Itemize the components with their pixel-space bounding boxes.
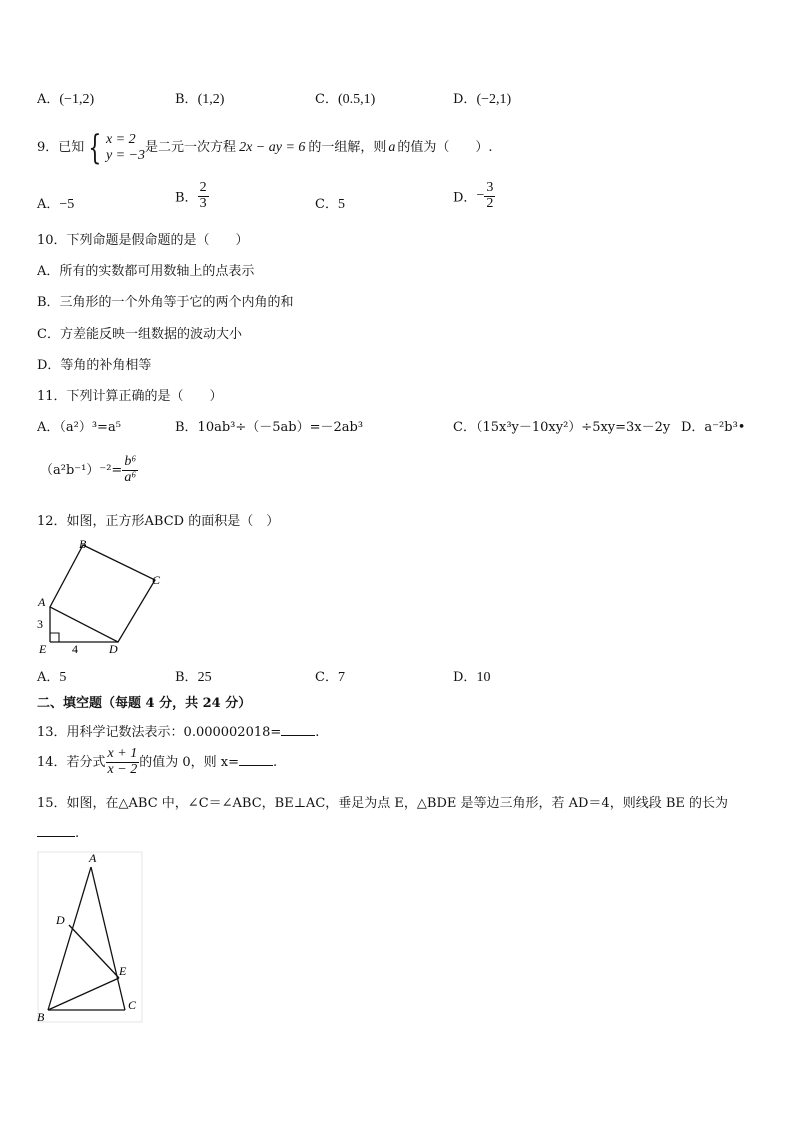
q10-option-d: D．等角的补角相等 <box>37 358 152 373</box>
question-number: 9． <box>37 140 59 155</box>
q10-stem: 10．下列命题是假命题的是（ ） <box>37 233 249 248</box>
answer-blank <box>281 723 315 736</box>
q14-post-text: 的值为 0，则 x= <box>139 755 239 770</box>
q9-stem <box>37 127 493 168</box>
brace-symbol: { <box>88 127 102 168</box>
q9-mid2-text: 的一组解，则 <box>308 140 387 155</box>
segment-ab <box>48 867 91 1010</box>
q8-option-d <box>453 88 511 108</box>
q12-figure <box>30 533 170 658</box>
option-value: (0.5,1) <box>337 92 376 107</box>
q10-option-b: B．三角形的一个外角等于它的两个内角的和 <box>37 295 294 310</box>
minus-sign: − <box>476 188 485 204</box>
option-letter: D． <box>453 670 477 685</box>
label-a: A <box>38 595 46 609</box>
option-letter: B． <box>175 670 198 685</box>
answer-blank <box>239 753 273 766</box>
variable-a: a <box>388 140 396 155</box>
numerator: x + 1 <box>107 746 138 762</box>
option-value: 5 <box>59 670 67 685</box>
q13 <box>37 721 319 740</box>
option-value: 7 <box>337 670 345 685</box>
q9-post-text: 的值为（ ）. <box>397 140 493 155</box>
option-letter: B． <box>175 92 198 107</box>
option-letter: C． <box>315 197 338 212</box>
numerator: 2 <box>199 180 207 195</box>
q14 <box>37 743 277 783</box>
label-a: A <box>89 851 97 865</box>
label-b: B <box>37 1010 45 1024</box>
q13-end: . <box>315 725 320 740</box>
label-c: C <box>152 573 161 587</box>
q9-mid-text: 是二元一次方程 <box>145 140 237 155</box>
label-c: C <box>128 998 137 1012</box>
section-title-fill-in: 二、填空题（每题 4 分，共 24 分） <box>37 696 252 711</box>
q8-option-b <box>175 88 224 108</box>
q11-option-d: D．a⁻²b³• <box>681 420 746 435</box>
figure-frame <box>38 852 142 1022</box>
q11-option-a: A．（a²）³=a⁵ <box>37 420 121 435</box>
q14-pre-text: 14．若分式 <box>37 755 106 770</box>
equation-system <box>106 132 145 164</box>
q8-option-a <box>37 88 94 108</box>
fraction <box>122 455 138 485</box>
right-angle-mark <box>50 633 59 642</box>
option-value: (1,2) <box>197 92 225 107</box>
denominator: a⁶ <box>124 470 137 485</box>
q9-option-c <box>315 193 345 213</box>
label-b: B <box>79 537 87 551</box>
equation: 2x − ay = 6 <box>239 140 306 155</box>
option-letter: C． <box>315 92 338 107</box>
q9-pre-text: 已知 <box>58 140 85 155</box>
label-length-3: 3 <box>37 617 43 631</box>
option-letter: C． <box>315 670 338 685</box>
label-e: E <box>39 642 47 656</box>
fraction <box>484 181 495 211</box>
q9-option-d <box>453 181 495 211</box>
q15-text: 15．如图，在△ABC 中，∠C＝∠ABC，BE⊥AC，垂足为点 E，△BDE 是等边三角形，若 AD＝4，则线段 BE 的长为 <box>37 796 729 811</box>
option-letter: A． <box>37 197 60 212</box>
q12-option-a <box>37 666 66 686</box>
q11-option-b: B．10ab³÷（－5ab）=－2ab³ <box>175 420 364 435</box>
q12-option-d <box>453 666 490 686</box>
option-value: (−2,1) <box>476 92 512 107</box>
q11-option-c: C．（15x³y－10xy²）÷5xy=3x－2y <box>453 420 671 435</box>
q11-stem: 11．下列计算正确的是（ ） <box>37 389 223 404</box>
numerator: b⁶ <box>124 454 137 470</box>
q10-option-a: A．所有的实数都可用数轴上的点表示 <box>37 264 255 279</box>
system-eq-2: y = −3 <box>105 147 146 163</box>
q9-option-a <box>37 193 74 213</box>
option-value: (−1,2) <box>59 92 95 107</box>
label-e: E <box>119 964 127 978</box>
denominator: x − 2 <box>107 762 138 777</box>
q14-end: . <box>272 755 278 770</box>
segment-be <box>48 978 119 1010</box>
q15-figure <box>34 848 146 1026</box>
option-value: 25 <box>197 670 212 685</box>
label-length-4: 4 <box>72 642 78 656</box>
option-letter: B． <box>175 190 198 206</box>
option-value: 5 <box>337 197 345 212</box>
denominator: 3 <box>199 195 207 211</box>
option-letter: D． <box>453 92 477 107</box>
q12-option-b <box>175 666 212 686</box>
system-eq-1: x = 2 <box>105 131 136 147</box>
option-letter: A． <box>37 670 60 685</box>
option-value: −5 <box>59 197 75 212</box>
q15-answer-line <box>37 824 79 841</box>
option-d-expression: （a²b⁻¹）⁻²= <box>40 463 123 478</box>
numerator: 3 <box>486 180 494 195</box>
fraction <box>106 747 140 777</box>
q12-stem: 12．如图，正方形ABCD 的面积是（ ） <box>37 514 280 529</box>
q9-option-b <box>175 181 209 211</box>
option-value: 10 <box>476 670 491 685</box>
option-letter: A． <box>37 92 60 107</box>
label-d: D <box>56 913 65 927</box>
q10-option-c: C．方差能反映一组数据的波动大小 <box>37 327 242 342</box>
fraction <box>198 181 209 211</box>
q11-option-d-cont <box>40 451 138 491</box>
answer-blank <box>37 824 75 837</box>
label-d: D <box>109 642 118 656</box>
q8-option-c <box>315 88 375 108</box>
denominator: 2 <box>486 195 494 211</box>
q15-end: . <box>75 826 80 841</box>
q13-text: 13．用科学记数法表示：0.000002018= <box>37 725 282 740</box>
q12-option-c <box>315 666 345 686</box>
square-abcd <box>50 545 155 642</box>
option-letter: D． <box>453 190 477 206</box>
